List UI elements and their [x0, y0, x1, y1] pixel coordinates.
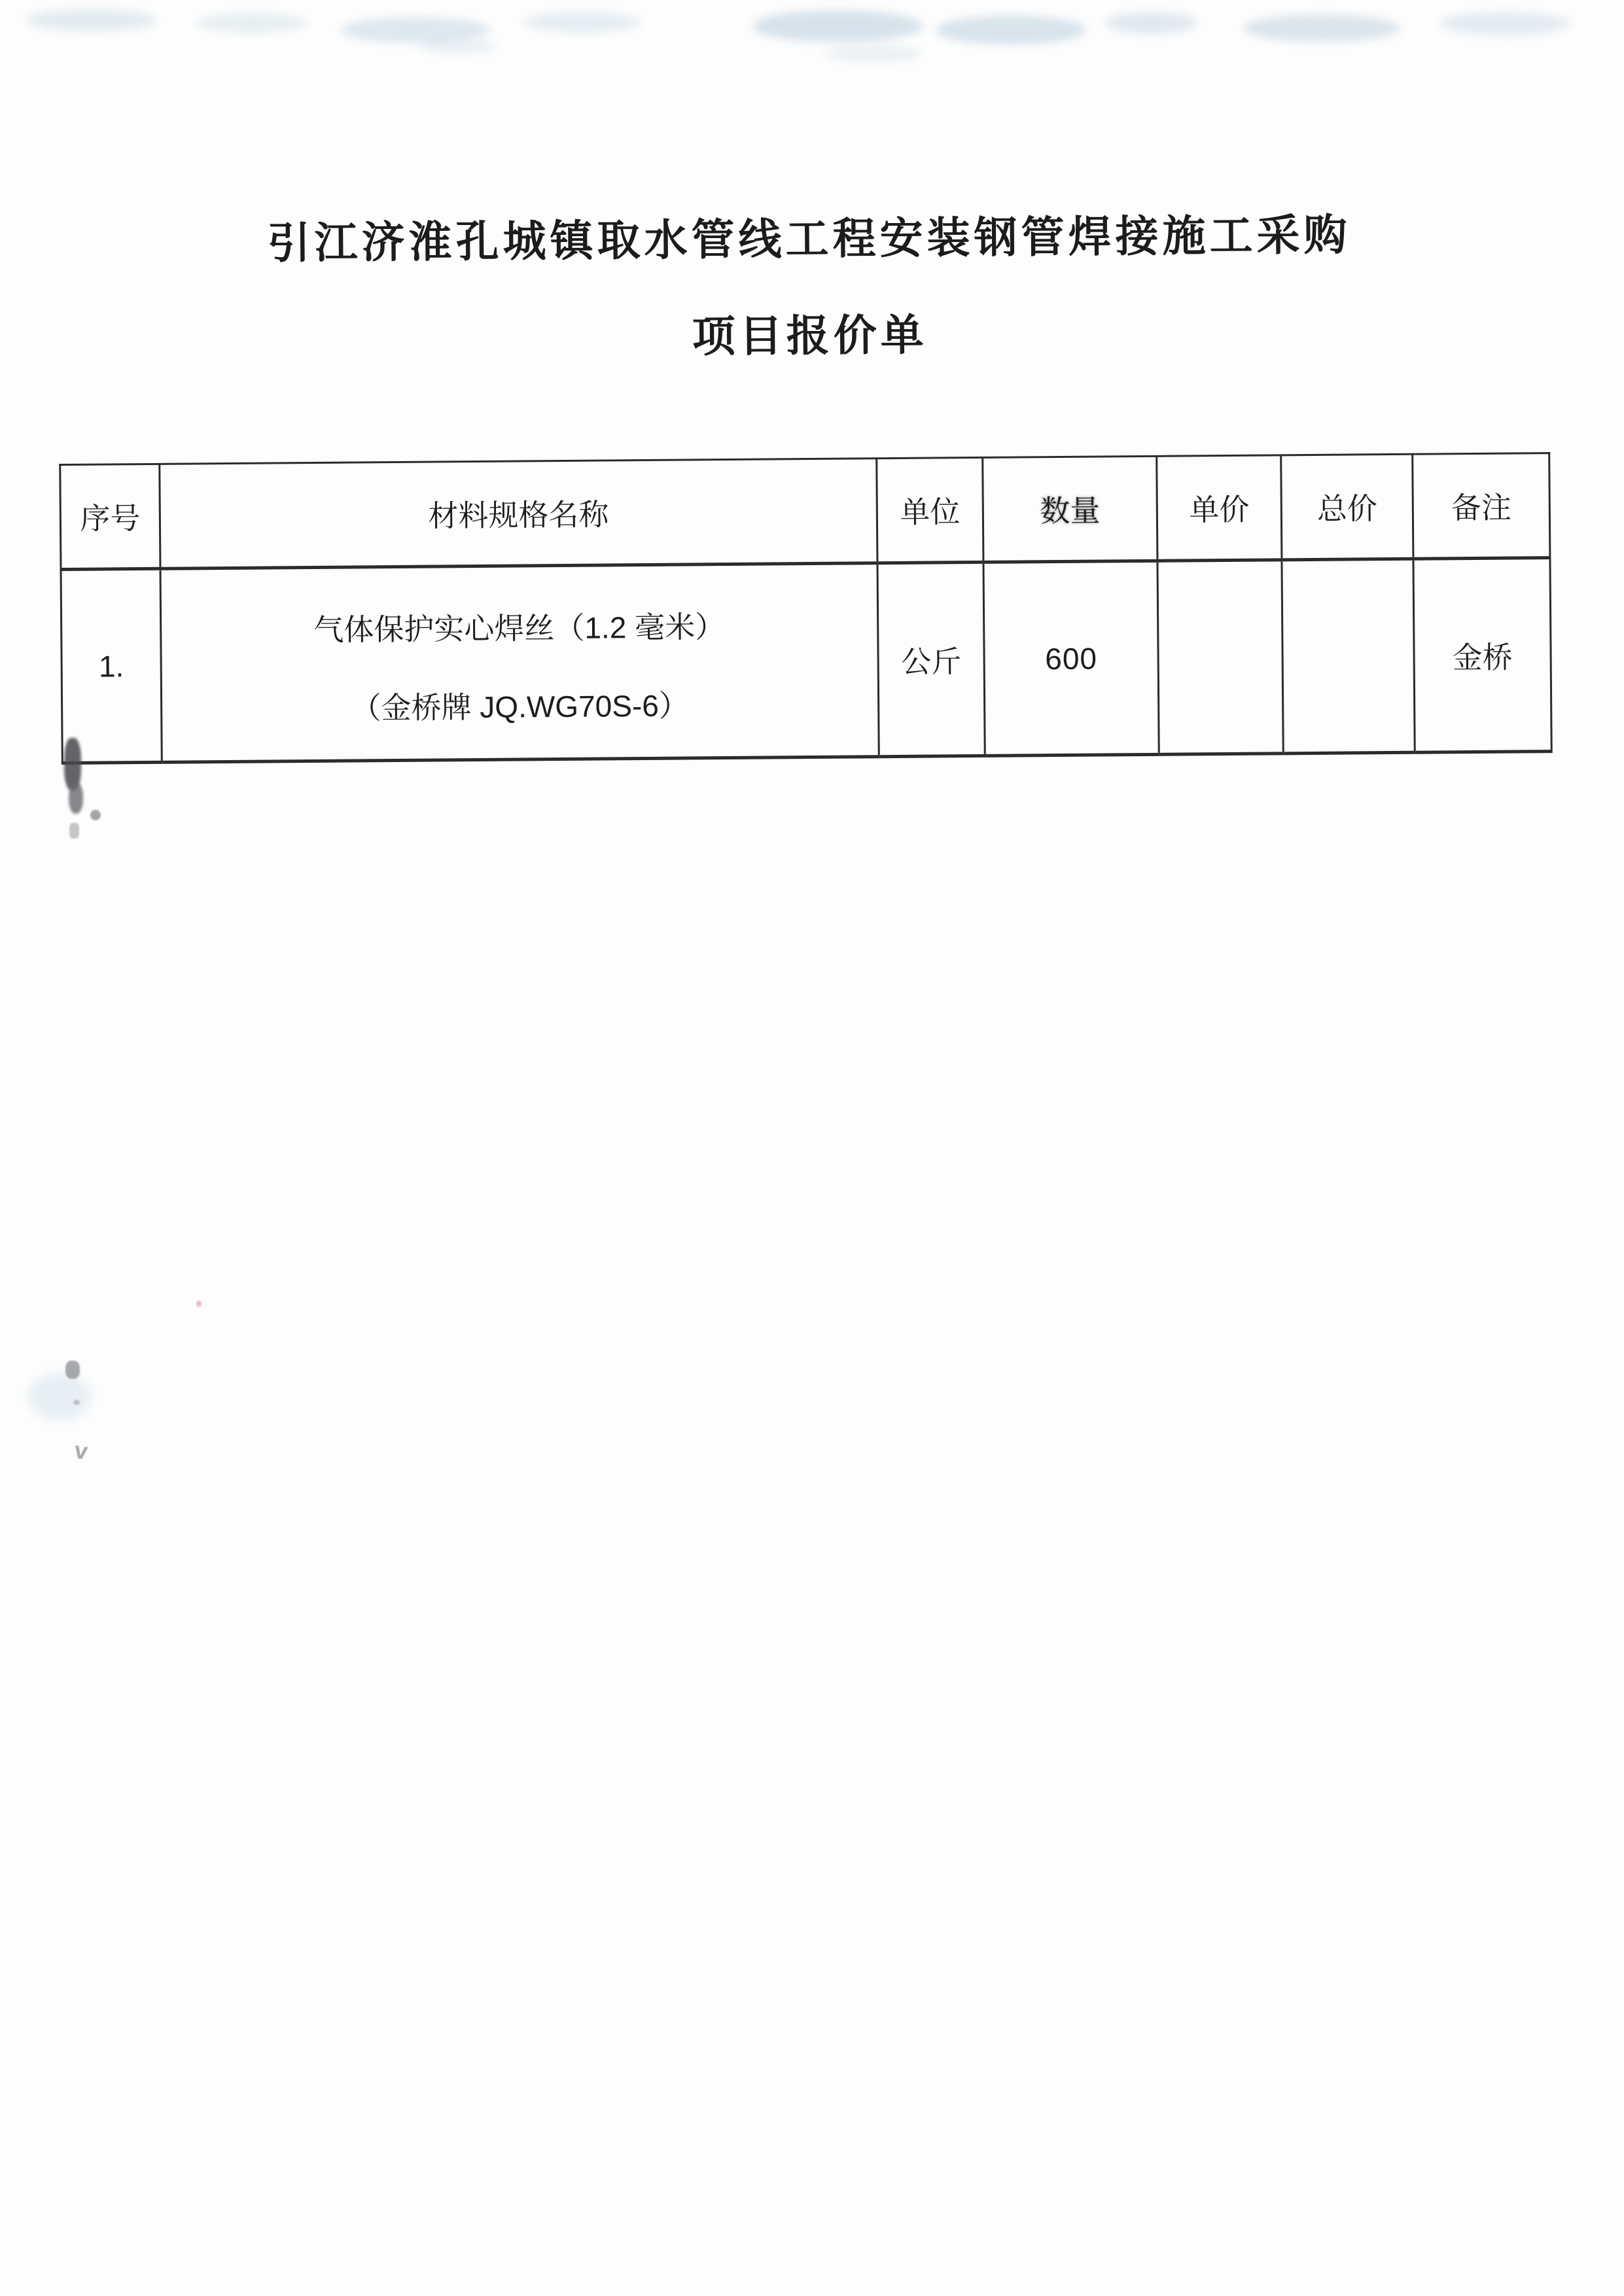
- cell-unit: 公斤: [877, 562, 985, 756]
- col-header-unit: 单位: [877, 457, 983, 563]
- document-title-line2: 项目报价单: [692, 311, 928, 362]
- quotation-table: [59, 452, 1553, 765]
- cell-spec-line2: （金桥牌 JQ.WG70S-6）: [351, 687, 690, 725]
- col-header-quantity: 数量: [983, 456, 1157, 562]
- col-header-total-price: 总价: [1281, 454, 1413, 560]
- cell-seq: 1.: [61, 568, 162, 763]
- cell-total-price: [1282, 559, 1415, 754]
- cell-spec: [160, 563, 879, 763]
- col-header-unit-price: 单价: [1157, 455, 1282, 561]
- document-title-line1: 引江济淮孔城镇取水管线工程安装钢管焊接施工采购: [267, 211, 1351, 268]
- col-header-seq: 序号: [60, 464, 160, 569]
- cell-spec-line1: 气体保护实心焊丝（1.2 毫米）: [313, 610, 726, 648]
- cell-quantity: 600: [983, 561, 1159, 756]
- col-header-remark: 备注: [1413, 453, 1550, 559]
- cell-unit-price: [1157, 560, 1283, 754]
- table-header-row: [60, 453, 1550, 570]
- cell-remark: 金桥: [1413, 558, 1551, 753]
- col-header-spec: 材料规格名称: [160, 459, 877, 569]
- scan-artifact-v-mark: v: [73, 1436, 90, 1465]
- table-row: [61, 558, 1551, 763]
